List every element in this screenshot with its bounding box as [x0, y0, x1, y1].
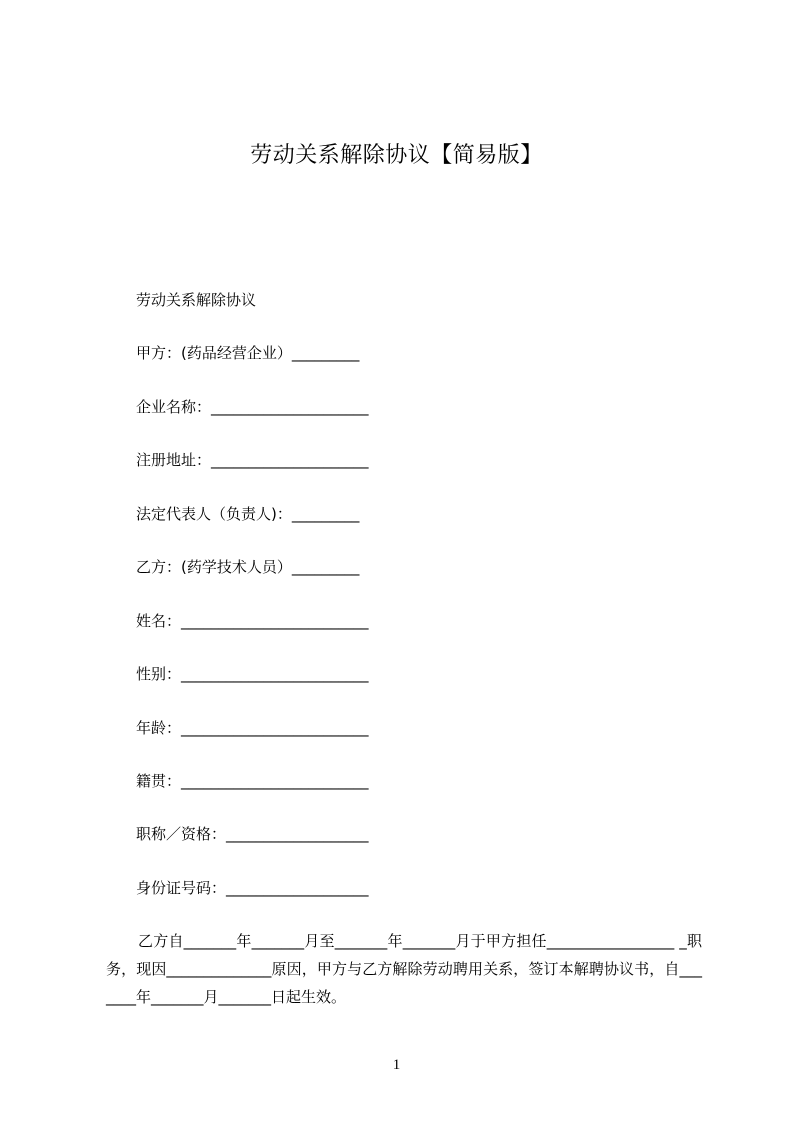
field-gender: 性别：_________________________ — [136, 665, 369, 683]
field-registered-address: 注册地址：_____________________ — [136, 451, 369, 469]
field-legal-representative: 法定代表人（负责人)：_________ — [136, 505, 360, 523]
field-title-qualification: 职称／资格：___________________ — [136, 825, 369, 843]
section-heading: 劳动关系解除协议 — [136, 291, 257, 309]
field-name: 姓名：_________________________ — [136, 612, 369, 630]
field-native-place: 籍贯：_________________________ — [136, 772, 369, 790]
document-title: 劳动关系解除协议【简易版】 — [250, 143, 543, 168]
termination-paragraph: 乙方自_______年_______月至_______年_______月于甲方担任_________________ _职务，现因______________原因，甲方与乙方解除劳动聘用关系，签订本解聘协议书，自_______年_______月_______日起生效。 — [106, 932, 702, 1006]
field-party-b: 乙方：(药学技术人员）_________ — [136, 558, 360, 576]
field-company-name: 企业名称：_____________________ — [136, 398, 369, 416]
field-id-number: 身份证号码：___________________ — [136, 879, 369, 897]
page-number: 1 — [392, 1057, 401, 1073]
field-party-a: 甲方：(药品经营企业）_________ — [136, 344, 360, 362]
field-age: 年龄：_________________________ — [136, 719, 369, 737]
